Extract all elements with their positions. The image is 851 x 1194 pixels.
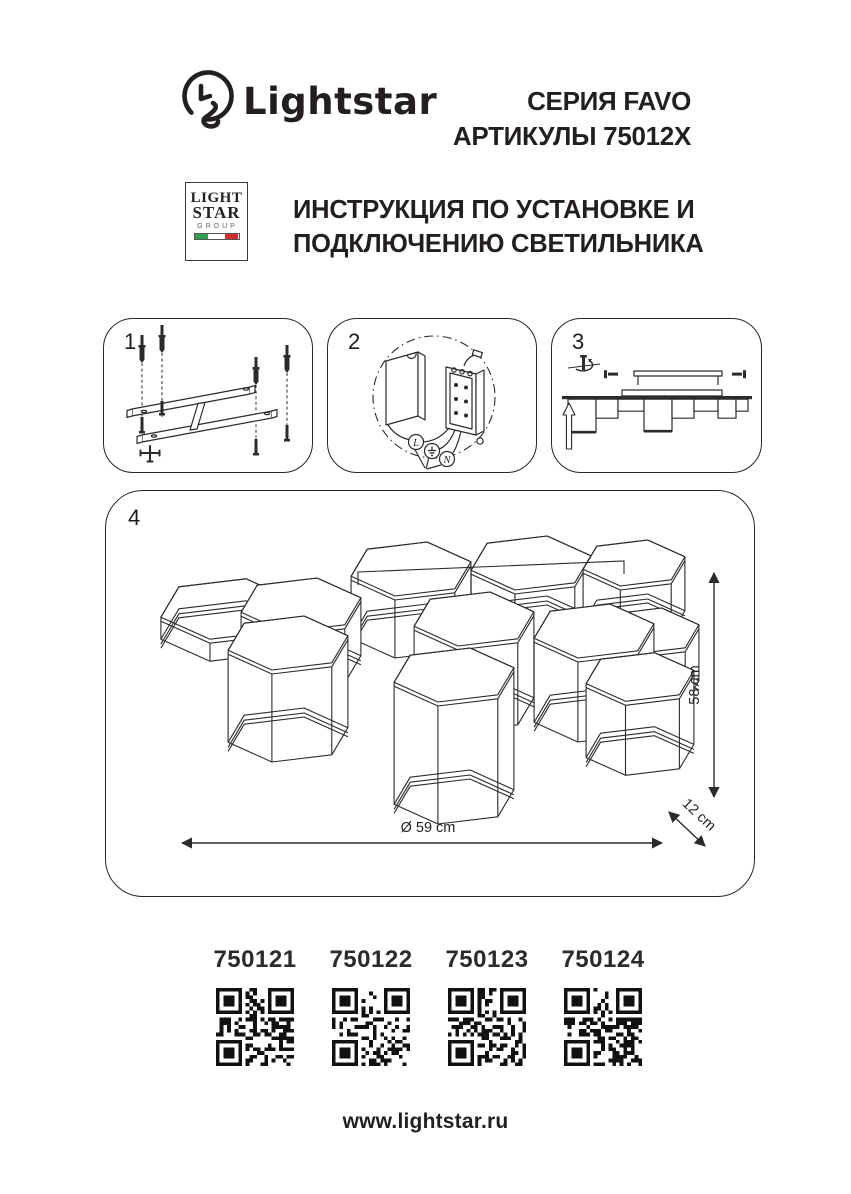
article-750124	[545, 946, 661, 1071]
group-logo-line2: STAR	[192, 203, 241, 222]
website-footer	[0, 1110, 851, 1134]
group-logo-line3: GROUP	[197, 223, 238, 230]
article-code: 750121	[213, 946, 297, 973]
ceiling-mounting-diagram	[552, 319, 760, 471]
step-1-panel	[103, 318, 313, 473]
anchor-icons	[139, 325, 291, 385]
lightstar-group-logo	[185, 182, 248, 261]
article-750123	[429, 946, 545, 1071]
article-code: 750123	[445, 946, 529, 973]
flag-green	[195, 234, 208, 239]
mounting-bracket-diagram	[104, 319, 311, 471]
italian-flag-icon	[194, 233, 240, 240]
series-title: СЕРИЯ FAVO	[527, 86, 691, 116]
group-logo-line1: LIGHT	[190, 190, 243, 206]
turn-screw-icon	[568, 355, 600, 371]
title-line-2: ПОДКЛЮЧЕНИЮ СВЕТИЛЬНИКА	[293, 230, 704, 258]
brand-wordmark: Lightstar	[243, 80, 438, 123]
flag-white	[208, 234, 225, 239]
article-code: 750124	[561, 946, 645, 973]
title-line-1: ИНСТРУКЦИЯ ПО УСТАНОВКЕ И	[293, 196, 695, 224]
flag-red	[225, 234, 238, 239]
articles-line: АРТИКУЛЫ 75012X	[452, 121, 691, 151]
honeycomb-cells	[161, 536, 699, 824]
neutral-label: N	[443, 454, 451, 466]
step-2-panel	[327, 318, 537, 473]
canopy-plate	[622, 390, 722, 396]
step-3-panel	[551, 318, 762, 473]
live-label: L	[413, 437, 419, 449]
qr-code	[332, 988, 410, 1066]
depth-dimension-label: 12 cm	[678, 795, 719, 835]
height-dimension-label: 58 cm	[687, 665, 703, 705]
article-750121	[197, 946, 313, 1071]
fixture-profile	[568, 399, 748, 432]
bracket-bar	[634, 371, 722, 376]
series-block	[453, 84, 691, 154]
document-title	[293, 193, 704, 261]
cross-mark-icon	[141, 446, 160, 462]
side-screw-left	[604, 370, 618, 378]
side-screw-right	[732, 370, 746, 378]
diameter-dimension-label: Ø 59 cm	[400, 820, 456, 836]
step-4-number: 4	[128, 505, 141, 530]
article-code: 750122	[329, 946, 413, 973]
lightstar-bulb-icon	[181, 67, 239, 143]
step-1-number: 1	[124, 329, 137, 354]
wiring-diagram	[328, 319, 535, 471]
fixture-dimensions-diagram	[106, 491, 753, 895]
qr-code	[564, 988, 642, 1066]
step-3-number: 3	[572, 329, 585, 354]
qr-code	[216, 988, 294, 1066]
website-url: www.lightstar.ru	[342, 1110, 509, 1133]
article-750122	[313, 946, 429, 1071]
step-4-panel	[105, 490, 755, 897]
qr-code	[448, 988, 526, 1066]
step-2-number: 2	[348, 329, 361, 354]
